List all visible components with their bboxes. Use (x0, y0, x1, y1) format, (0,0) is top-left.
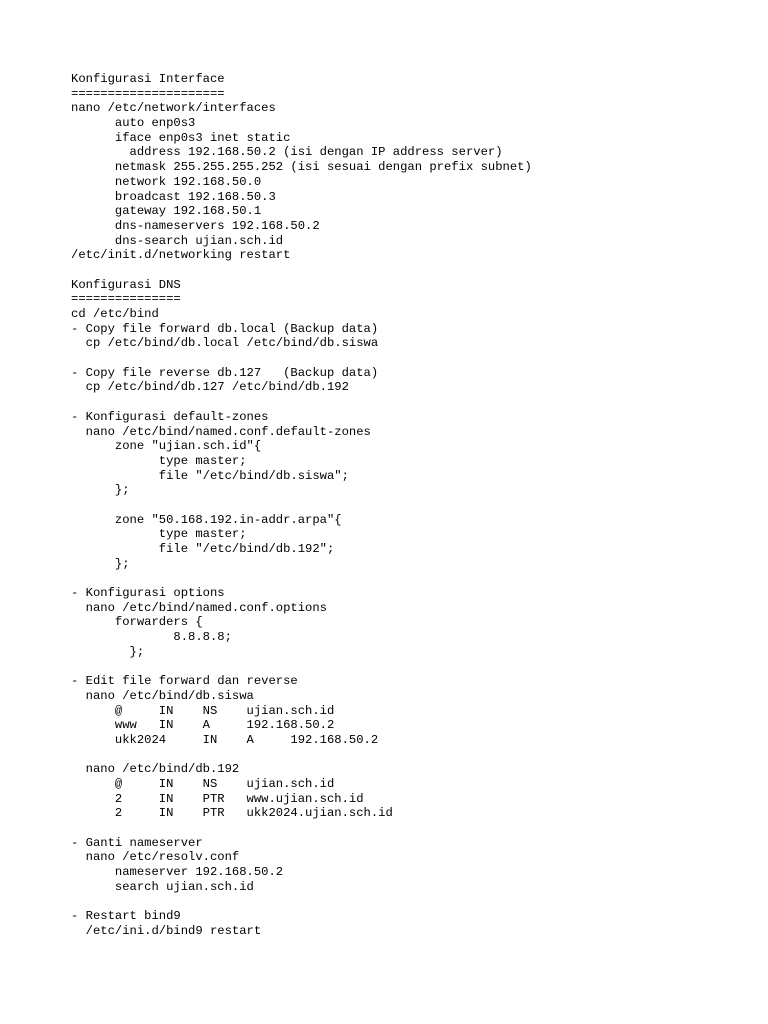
doc-line: netmask 255.255.255.252 (isi sesuai dengan prefix subnet) (71, 160, 532, 175)
doc-line: file "/etc/bind/db.192"; (71, 542, 335, 556)
doc-line: @ IN NS ujian.sch.id (71, 777, 335, 791)
doc-line: - Copy file reverse db.127 (Backup data) (71, 365, 379, 380)
doc-line: search ujian.sch.id (71, 879, 254, 894)
doc-line: 2 IN PTR ukk2024.ujian.sch.id (71, 806, 393, 821)
doc-line (71, 395, 751, 410)
doc-line: Konfigurasi Interface (71, 72, 225, 86)
doc-line: network 192.168.50.0 (71, 174, 262, 189)
doc-line (71, 498, 751, 513)
doc-line: nameserver 192.168.50.2 (71, 865, 284, 880)
doc-line: iface enp0s3 inet static (71, 130, 291, 145)
document-page (71, 72, 751, 939)
doc-line: www IN A 192.168.50.2 (71, 718, 335, 733)
doc-line: nano /etc/resolv.conf (71, 850, 240, 865)
doc-line: cd /etc/bind (71, 307, 159, 321)
doc-line: }; (71, 644, 145, 659)
doc-line: nano /etc/bind/db.siswa (71, 688, 254, 703)
doc-line: file "/etc/bind/db.siswa"; (71, 468, 349, 483)
doc-line: - Copy file forward db.local (Backup data) (71, 321, 379, 336)
doc-line: cp /etc/bind/db.local /etc/bind/db.siswa (71, 336, 379, 351)
doc-line: /etc/init.d/networking restart (71, 248, 291, 263)
doc-line: }; (71, 556, 130, 571)
doc-line (71, 895, 751, 910)
doc-line: ukk2024 IN A 192.168.50.2 (71, 732, 379, 747)
doc-line: nano /etc/bind/named.conf.options (71, 600, 327, 615)
doc-line: Konfigurasi DNS (71, 277, 181, 292)
doc-line: - Konfigurasi default-zones (71, 409, 269, 424)
doc-line: broadcast 192.168.50.3 (71, 189, 276, 204)
doc-line: ===================== (71, 86, 225, 101)
doc-line: =============== (71, 292, 181, 307)
doc-line: forwarders { (71, 615, 203, 630)
doc-line: nano /etc/network/interfaces (71, 101, 276, 116)
doc-line: zone "50.168.192.in-addr.arpa"{ (71, 512, 342, 527)
doc-line: cp /etc/bind/db.127 /etc/bind/db.192 (71, 380, 349, 395)
doc-line: - Restart bind9 (71, 909, 181, 924)
doc-line (71, 821, 751, 836)
doc-line: - Ganti nameserver (71, 835, 203, 850)
doc-line (71, 660, 751, 675)
doc-line: - Konfigurasi options (71, 586, 225, 601)
doc-line: address 192.168.50.2 (isi dengan IP address server) (71, 145, 503, 160)
doc-line (71, 748, 751, 763)
doc-line: type master; (71, 453, 247, 468)
doc-line: nano /etc/bind/db.192 (71, 762, 240, 777)
doc-line: 2 IN PTR www.ujian.sch.id (71, 791, 364, 806)
doc-line: gateway 192.168.50.1 (71, 204, 262, 219)
doc-line: @ IN NS ujian.sch.id (71, 703, 335, 718)
doc-line: dns-nameservers 192.168.50.2 (71, 218, 320, 233)
doc-line: auto enp0s3 (71, 116, 196, 131)
doc-line: nano /etc/bind/named.conf.default-zones (71, 424, 371, 439)
doc-line: }; (71, 483, 130, 498)
doc-line: /etc/ini.d/bind9 restart (71, 923, 262, 938)
doc-line: zone "ujian.sch.id"{ (71, 439, 262, 454)
doc-line (71, 351, 751, 366)
doc-line: dns-search ujian.sch.id (71, 233, 284, 248)
doc-line (71, 571, 751, 586)
doc-line: type master; (71, 527, 247, 542)
doc-line: 8.8.8.8; (71, 630, 232, 645)
doc-line: - Edit file forward dan reverse (71, 674, 298, 689)
doc-line (71, 263, 751, 278)
